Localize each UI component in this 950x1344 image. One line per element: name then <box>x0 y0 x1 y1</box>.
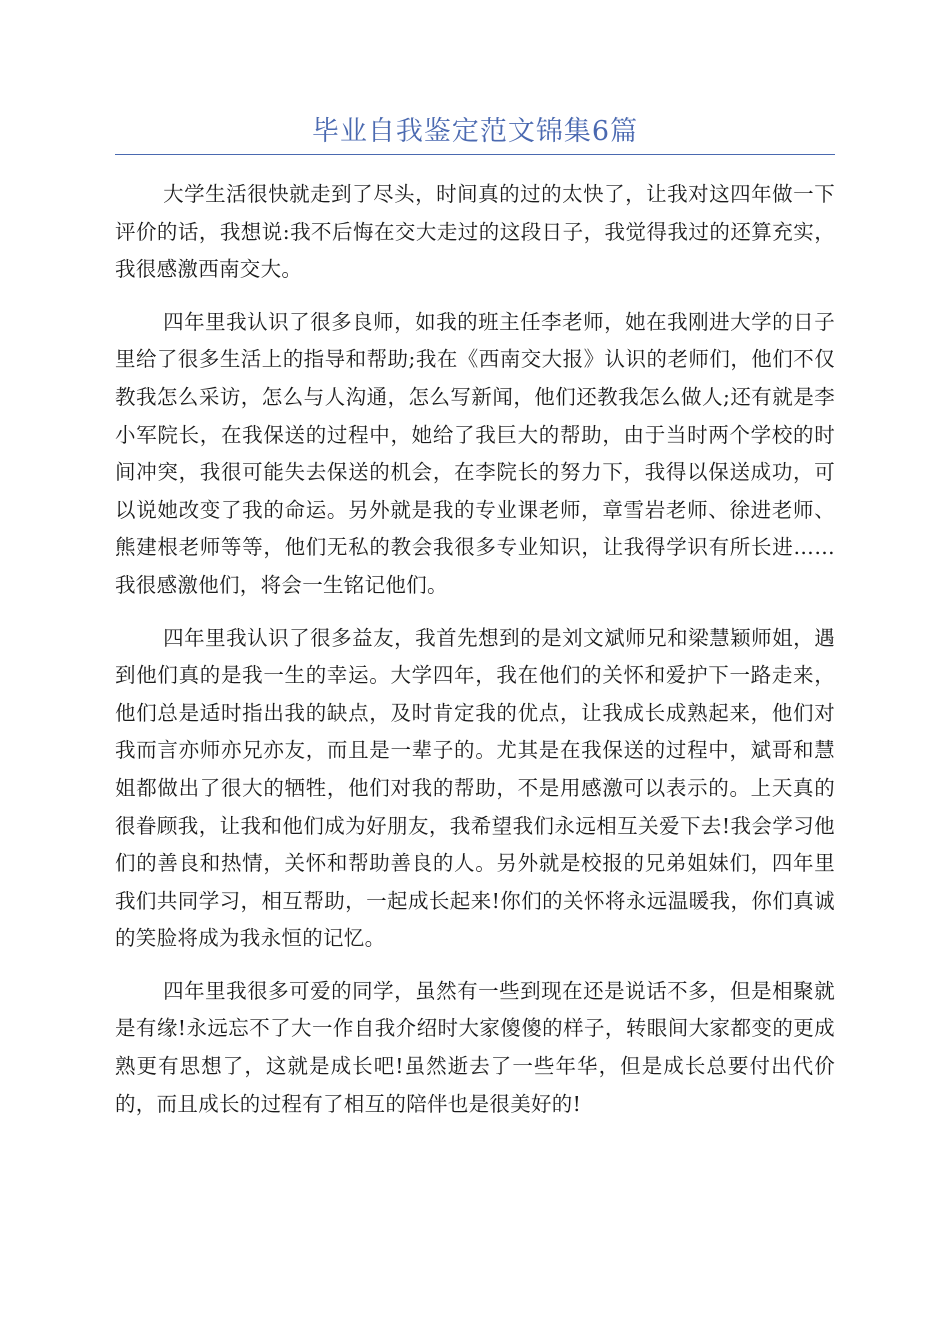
paragraph-2: 四年里我认识了很多良师，如我的班主任李老师，她在我刚进大学的日子里给了很多生活上的指导和帮助;我在《西南交大报》认识的老师们，他们不仅教我怎么采访，怎么与人沟通，怎么写新闻，他们还教我怎么做人;还有就是李小军院长，在我保送的过程中，她给了我巨大的帮助，由于当时两个学校的时间冲突，我很可能失去保送的机会，在李院长的努力下，我得以保送成功，可以说她改变了我的命运。另外就是我的专业课老师，章雪岩老师、徐进老师、熊建根老师等等，他们无私的教会我很多专业知识，让我得学识有所长进……我很感激他们，将会一生铭记他们。 <box>115 309 835 597</box>
paragraph-1: 大学生活很快就走到了尽头，时间真的过的太快了，让我对这四年做一下评价的话，我想说:我不后悔在交大走过的这段日子，我觉得我过的还算充实，我很感激西南交大。 <box>115 182 835 282</box>
paragraph-3: 四年里我认识了很多益友，我首先想到的是刘文斌师兄和梁慧颖师姐，遇到他们真的是我一生的幸运。大学四年，我在他们的关怀和爱护下一路走来，他们总是适时指出我的缺点，及时肯定我的优点，让我成长成熟起来，他们对我而言亦师亦兄亦友，而且是一辈子的。尤其是在我保送的过程中，斌哥和慧姐都做出了很大的牺牲，他们对我的帮助，不是用感激可以表示的。上天真的很眷顾我，让我和他们成为好朋友，我希望我们永远相互关爱下去!我会学习他们的善良和热情，关怀和帮助善良的人。另外就是校报的兄弟姐妹们，四年里我们共同学习，相互帮助，一起成长起来!你们的关怀将永远温暖我，你们真诚的笑脸将成为我永恒的记忆。 <box>115 625 835 951</box>
document-body <box>115 176 835 1138</box>
paragraph-4: 四年里我很多可爱的同学，虽然有一些到现在还是说话不多，但是相聚就是有缘!永远忘不了大一作自我介绍时大家傻傻的样子，转眼间大家都变的更成熟更有思想了，这就是成长吧!虽然逝去了一些年华，但是成长总要付出代价的，而且成长的过程有了相互的陪伴也是很美好的! <box>115 978 835 1116</box>
title-underline <box>115 154 835 155</box>
document-title: 毕业自我鉴定范文锦集6篇 <box>311 116 639 147</box>
